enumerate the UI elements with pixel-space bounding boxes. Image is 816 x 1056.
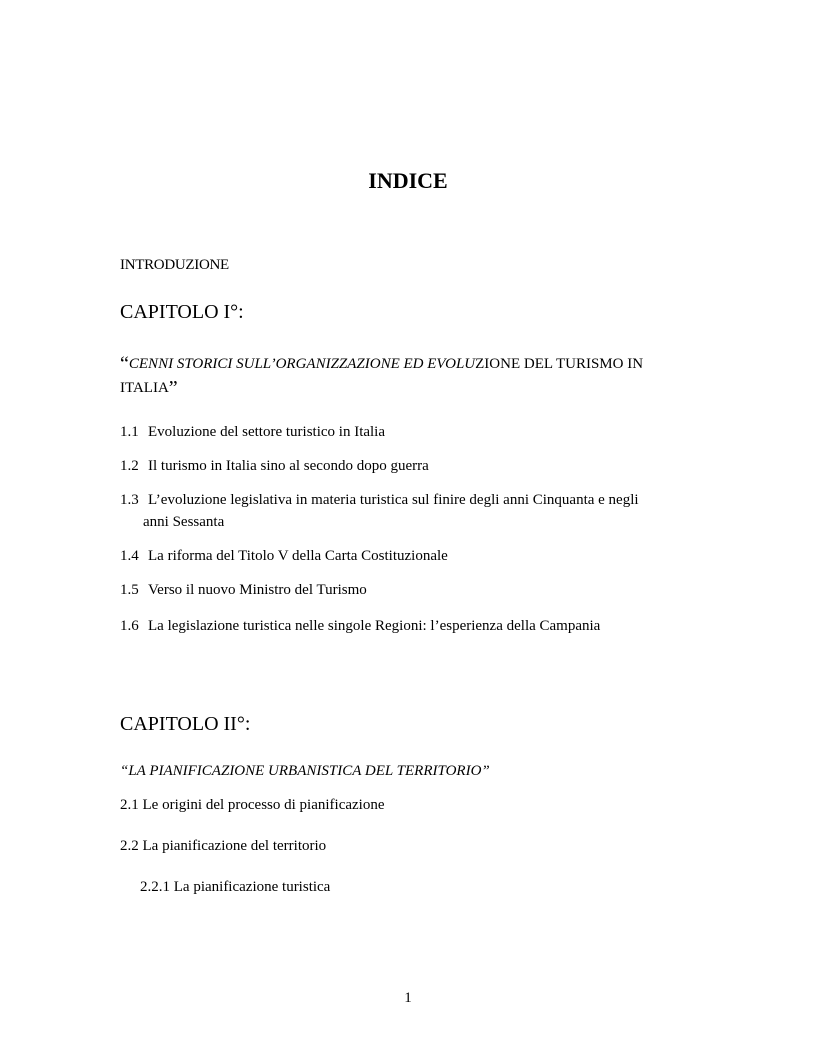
toc-entry: 2.2 La pianificazione del territorio bbox=[120, 838, 327, 854]
introduction-entry: INTRODUZIONE bbox=[120, 257, 229, 273]
chapter-1-subtitle-italia: ITALIA bbox=[120, 380, 169, 396]
toc-entry-number: 1.4 bbox=[120, 548, 139, 564]
toc-entry: 2.1 Le origini del processo di pianificazione bbox=[120, 797, 385, 813]
chapter-1-subtitle-italic: CENNI STORICI SULL’ORGANIZZAZIONE ED EVOLU bbox=[128, 356, 476, 372]
toc-entry-text: L’evoluzione legislativa in materia turistica sul finire degli anni Cinquanta e negli bbox=[148, 492, 639, 508]
toc-entry-text: La riforma del Titolo V della Carta Costituzionale bbox=[148, 548, 448, 564]
toc-entry bbox=[120, 424, 385, 441]
chapter-1-subtitle-rest: ZIONE DEL TURISMO IN bbox=[475, 356, 644, 372]
toc-entry bbox=[120, 548, 448, 565]
toc-entry-number: 1.2 bbox=[120, 458, 139, 474]
close-quote: ” bbox=[168, 377, 178, 399]
page-title: INDICE bbox=[368, 168, 448, 193]
chapter-2-heading: CAPITOLO II°: bbox=[120, 713, 251, 735]
toc-entry-continuation: anni Sessanta bbox=[143, 514, 225, 530]
toc-subentry: 2.2.1 La pianificazione turistica bbox=[140, 879, 331, 895]
chapter-1-heading: CAPITOLO I°: bbox=[120, 301, 244, 323]
toc-entry bbox=[120, 492, 639, 509]
toc-entry-number: 1.1 bbox=[120, 424, 139, 440]
open-quote: “ bbox=[120, 353, 129, 375]
toc-entry bbox=[120, 582, 367, 599]
toc-entry-number: 1.3 bbox=[120, 492, 139, 508]
page-number: 1 bbox=[404, 990, 412, 1006]
toc-entry-number: 1.6 bbox=[120, 618, 139, 634]
toc-entry-text: La legislazione turistica nelle singole Regioni: l’esperienza della Campania bbox=[148, 618, 601, 634]
toc-entry-text: Il turismo in Italia sino al secondo dopo guerra bbox=[148, 458, 429, 474]
toc-entry bbox=[120, 618, 600, 635]
toc-entry-number: 1.5 bbox=[120, 582, 139, 598]
chapter-1-subtitle-line1 bbox=[120, 353, 643, 376]
chapter-2-subtitle: “LA PIANIFICAZIONE URBANISTICA DEL TERRITORIO” bbox=[120, 763, 490, 779]
toc-entry-text: Verso il nuovo Ministro del Turismo bbox=[148, 582, 367, 598]
toc-entry bbox=[120, 458, 429, 475]
toc-entry-text: Evoluzione del settore turistico in Italia bbox=[148, 424, 386, 440]
chapter-1-subtitle-line2 bbox=[120, 377, 178, 400]
